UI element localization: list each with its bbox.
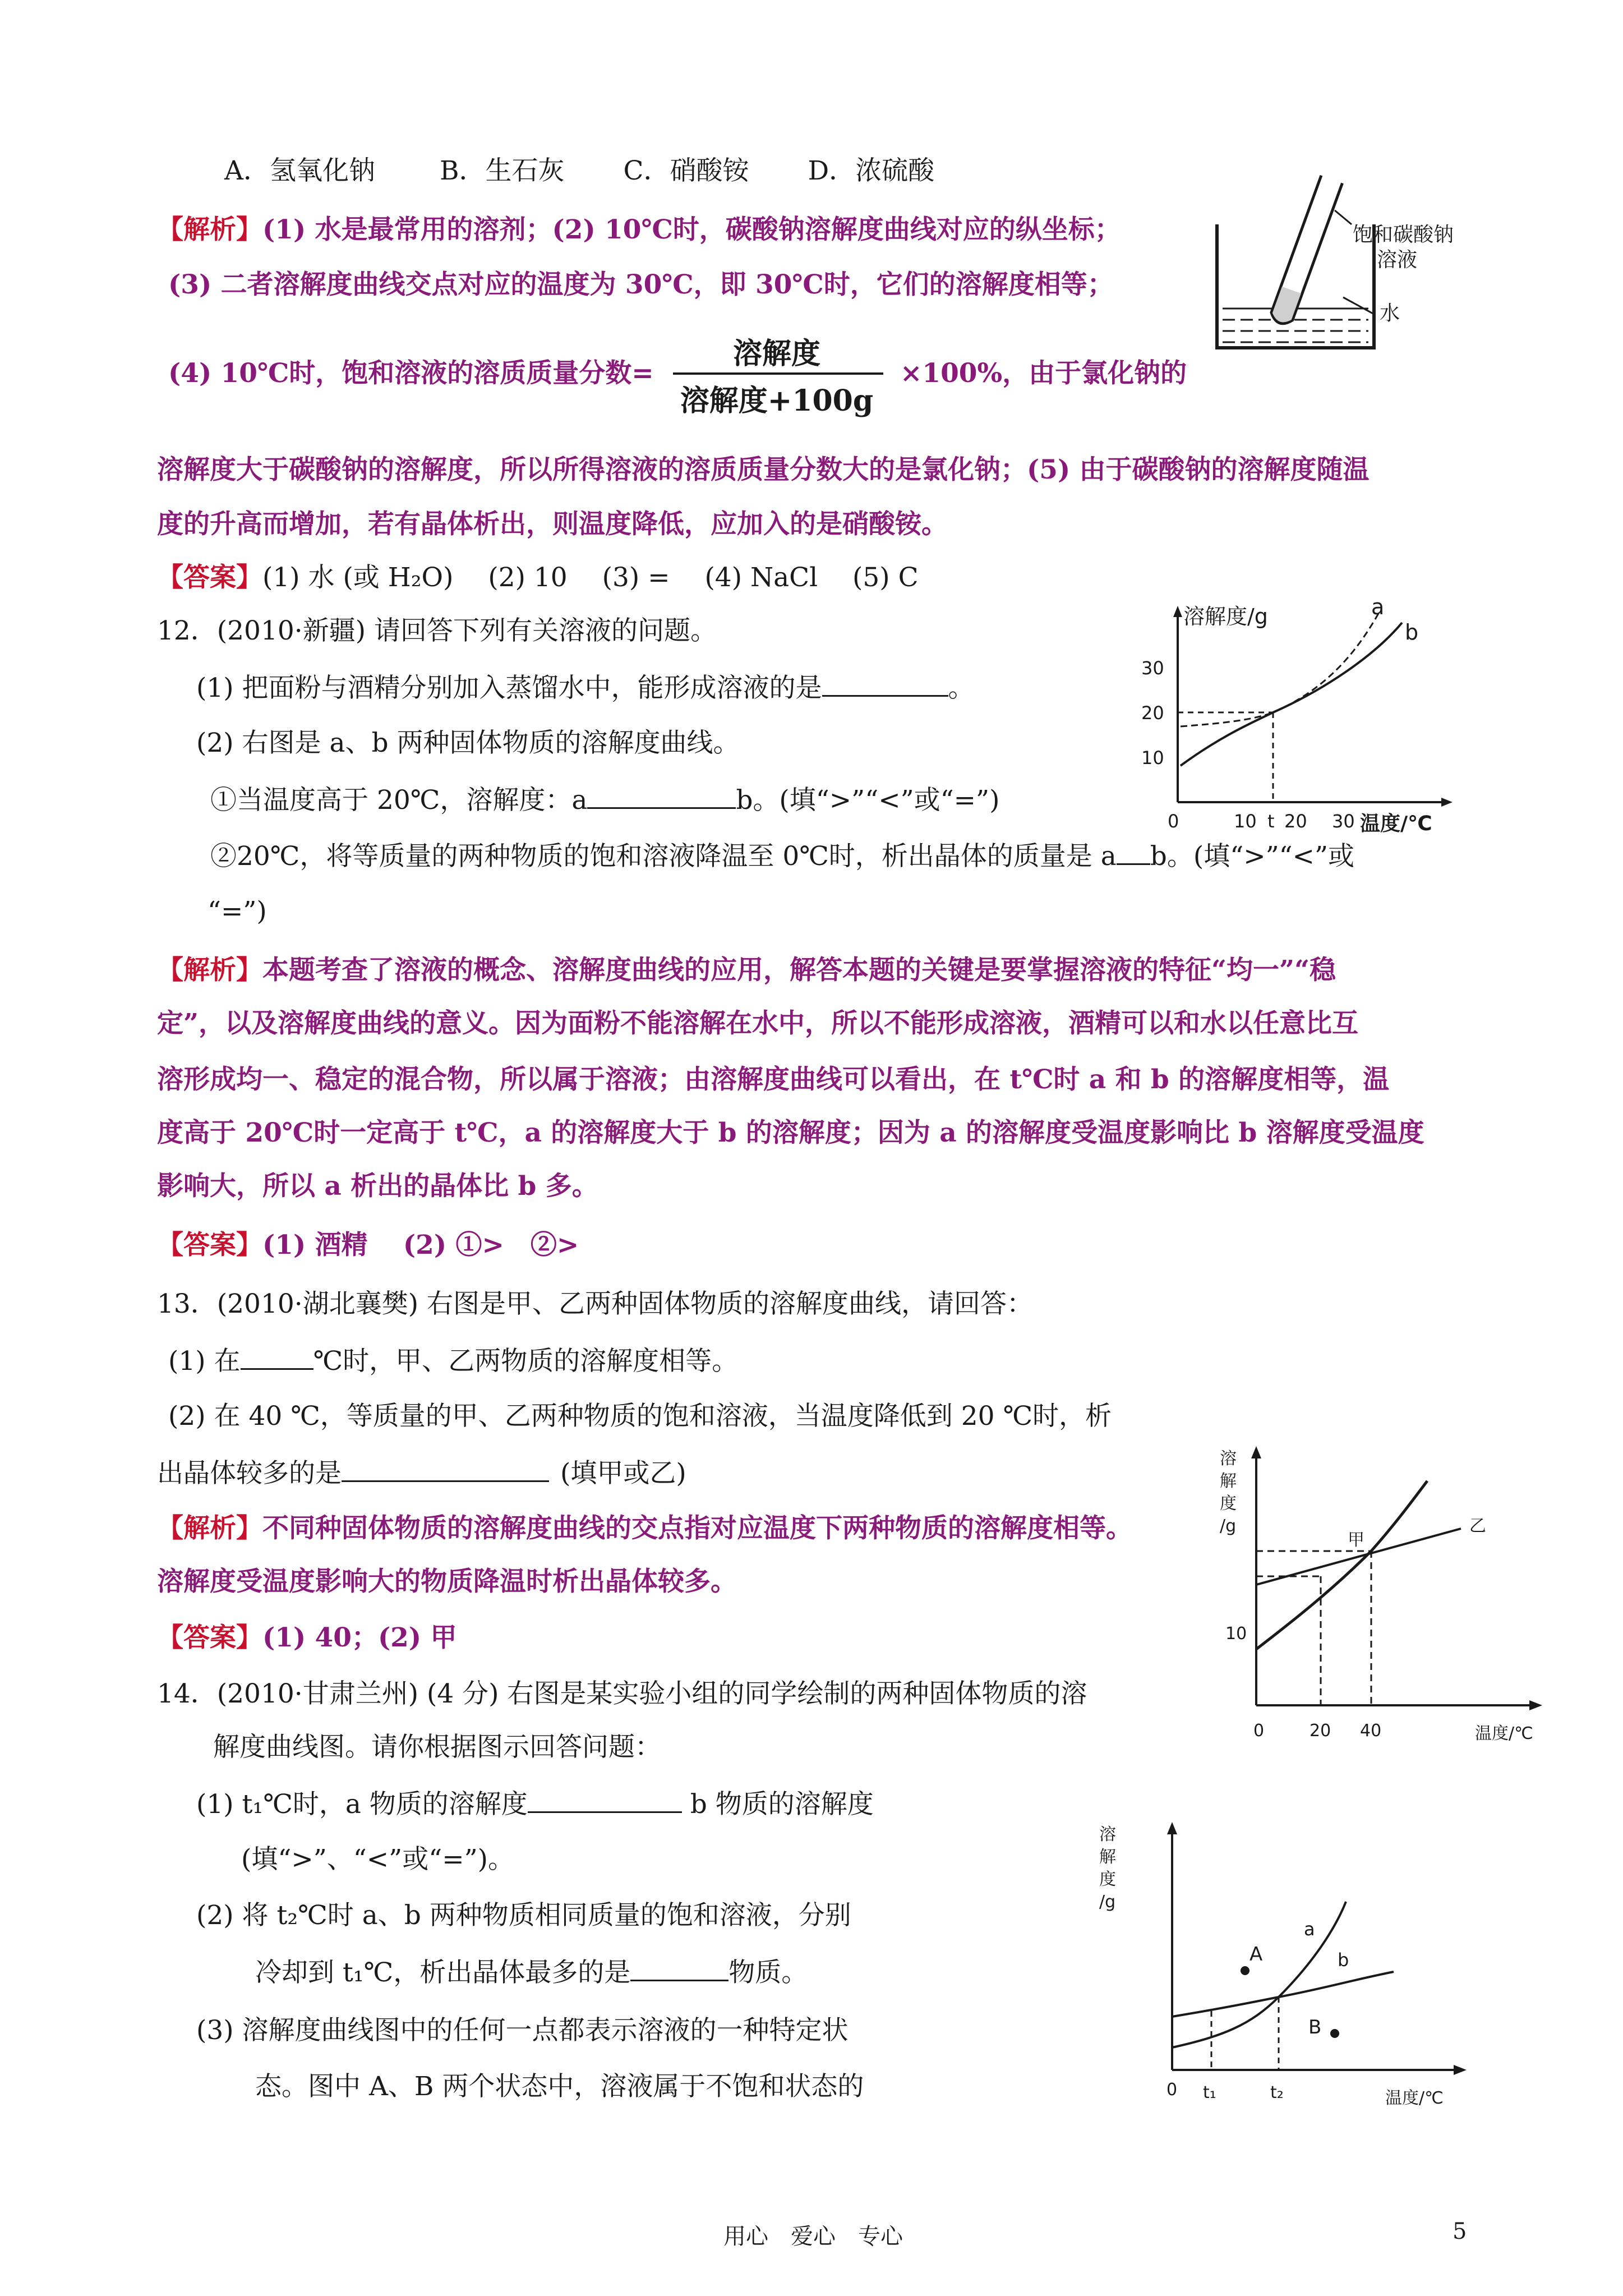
q12-ytick-10: 10 — [1141, 747, 1164, 769]
q13-x-label: 温度/℃ — [1475, 1724, 1533, 1743]
q14-point-b — [1330, 2029, 1339, 2038]
q12-xtick-10: 10 — [1234, 811, 1257, 832]
q11-analysis-line4: 溶解度大于碳酸钠的溶解度，所以所得溶液的溶质质量分数大的是氯化钠；(5) 由于碳酸钠的溶解度随温 — [157, 454, 1370, 485]
answer-blank[interactable] — [822, 670, 948, 697]
q13-part1: (1) 在 ℃时，甲、乙两物质的溶解度相等。 — [168, 1343, 738, 1378]
q13-curve-jia-label: 甲 — [1348, 1530, 1364, 1550]
label-water: 水 — [1380, 302, 1400, 325]
answer-blank[interactable] — [630, 1955, 728, 1981]
q12-answer: 【答案】(1) 酒精 (2) ①> ②> — [157, 1230, 579, 1260]
analysis-tag: 【解析】 — [157, 214, 262, 245]
q12-part1: (1) 把面粉与酒精分别加入蒸馏水中，能形成溶液的是 。 — [196, 670, 975, 705]
footer-center: 用心 爱心 专心 — [723, 2224, 903, 2249]
option-d: D．浓硫酸 — [808, 155, 935, 186]
q13-xtick-40: 40 — [1360, 1721, 1382, 1741]
q12-xtick-0: 0 — [1168, 811, 1179, 832]
q12-ytick-20: 20 — [1141, 702, 1164, 724]
q13-y-label-1: 溶 — [1220, 1449, 1237, 1469]
q14-y-label-3: 度 — [1099, 1870, 1116, 1889]
q11-analysis-line3: (4) 10℃时，饱和溶液的溶质质量分数= — [168, 358, 654, 389]
fraction-bar — [673, 372, 883, 375]
q12-title: 12．(2010·新疆) 请回答下列有关溶液的问题。 — [157, 615, 717, 646]
q13-xtick-20: 20 — [1310, 1721, 1331, 1741]
label-solution: 溶液 — [1377, 249, 1418, 272]
q14-part2: (2) 将 t₂℃时 a、b 两种物质相同质量的饱和溶液，分别 — [196, 1900, 851, 1931]
q12-curve-b-label: b — [1405, 620, 1419, 645]
q12-x-label: 温度/℃ — [1360, 812, 1432, 835]
q11-analysis-line3b: ×100%，由于氯化钠的 — [900, 358, 1187, 389]
q14-xtick-t2: t₂ — [1270, 2083, 1284, 2102]
beaker-figure — [1206, 180, 1509, 361]
q12-part5: “=”) — [208, 896, 267, 927]
option-b: B．生石灰 — [439, 155, 565, 186]
q11-analysis-line2: (3) 二者溶解度曲线交点对应的温度为 30℃，即 30℃时，它们的溶解度相等； — [168, 269, 1114, 300]
q12-part4: ②20℃，将等质量的两种物质的饱和溶液降温至 0℃时，析出晶体的质量是 a b。(填“>”“<”或 — [210, 839, 1354, 873]
q14-y-label-1: 溶 — [1099, 1825, 1116, 1844]
beaker-drawing — [1206, 180, 1509, 359]
q12-part2: (2) 右图是 a、b 两种固体物质的溶解度曲线。 — [196, 728, 740, 758]
q13-solubility-chart — [1220, 1442, 1556, 1758]
q11-answer: 【答案】(1) 水 (或 H₂O) (2) 10 (3) = (4) NaCl (5) C — [157, 562, 919, 593]
q12-xtick-30: 30 — [1332, 811, 1355, 832]
q14-point-a — [1241, 1966, 1249, 1975]
answer-blank[interactable] — [241, 1343, 313, 1370]
q14-solubility-chart — [1099, 1818, 1492, 2134]
q14-part1c: (填“>”、“<”或“=”)。 — [241, 1844, 514, 1875]
q14-xtick-0: 0 — [1166, 2080, 1178, 2100]
q14-part3: 冷却到 t₁℃，析出晶体最多的是 物质。 — [255, 1955, 808, 1990]
q13-part2: (2) 在 40 ℃，等质量的甲、乙两种物质的饱和溶液，当温度降低到 20 ℃时，析 — [168, 1401, 1112, 1432]
q12-analysis-2: 定”，以及溶解度曲线的意义。因为面粉不能溶解在水中，所以不能形成溶液，酒精可以和水以任意比互 — [157, 1008, 1359, 1039]
answer-tag: 【答案】 — [157, 562, 262, 593]
q12-chart-svg — [1138, 595, 1475, 836]
q13-y-label-4: /g — [1220, 1516, 1237, 1536]
q13-analysis-1: 【解析】不同种固体物质的溶解度曲线的交点指对应温度下两种物质的溶解度相等。 — [157, 1513, 1132, 1544]
q14-title2: 解度曲线图。请你根据图示回答问题： — [213, 1732, 661, 1763]
q13-curve-yi-label: 乙 — [1469, 1516, 1486, 1536]
q12-curve-a-label: a — [1371, 595, 1385, 619]
q11-analysis-line5: 度的升高而增加，若有晶体析出，则温度降低，应加入的是硝酸铵。 — [157, 509, 948, 540]
q13-answer: 【答案】(1) 40；(2) 甲 — [157, 1622, 457, 1653]
q12-xtick-t: t — [1267, 811, 1275, 832]
q13-xtick-0: 0 — [1253, 1721, 1265, 1741]
q11-options — [224, 154, 934, 188]
q14-xtick-t1: t₁ — [1203, 2083, 1216, 2102]
answer-blank[interactable] — [528, 1787, 682, 1813]
q13-part3: 出晶体较多的是 (填甲或乙) — [157, 1456, 686, 1490]
option-a: A．氢氧化钠 — [224, 155, 375, 186]
q14-part5: 态。图中 A、B 两个状态中，溶液属于不饱和状态的 — [255, 2071, 864, 2102]
q14-part1: (1) t₁℃时，a 物质的溶解度 b 物质的溶解度 — [196, 1787, 874, 1821]
answer-blank[interactable] — [587, 783, 736, 809]
page-number: 5 — [1453, 2219, 1467, 2244]
q13-chart-svg — [1220, 1442, 1556, 1756]
answer-blank[interactable] — [1117, 839, 1150, 865]
q14-part4: (3) 溶解度曲线图中的任何一点都表示溶液的一种特定状 — [196, 2015, 849, 2046]
q12-analysis-5: 影响大，所以 a 析出的晶体比 b 多。 — [157, 1171, 598, 1202]
option-c: C．硝酸铵 — [623, 155, 749, 186]
fraction-numerator: 溶解度 — [732, 337, 820, 371]
q12-analysis-1: 【解析】本题考查了溶液的概念、溶解度曲线的应用，解答本题的关键是要掌握溶液的特征“均一”“稳 — [157, 955, 1336, 986]
q12-y-label: 溶解度/g — [1183, 604, 1268, 629]
q14-title: 14．(2010·甘肃兰州) (4 分) 右图是某实验小组的同学绘制的两种固体物质的溶 — [157, 1678, 1087, 1709]
q12-analysis-4: 度高于 20℃时一定高于 t℃，a 的溶解度大于 b 的溶解度；因为 a 的溶解度受温度影响比 b 溶解度受温度 — [157, 1117, 1424, 1148]
q14-point-a-label: A — [1249, 1943, 1263, 1966]
q14-x-label: 温度/℃ — [1385, 2088, 1444, 2108]
q13-ytick-10: 10 — [1225, 1624, 1247, 1644]
q14-y-label-4: /g — [1099, 1892, 1116, 1912]
q12-analysis-3: 溶形成均一、稳定的混合物，所以属于溶液；由溶解度曲线可以看出，在 t℃时 a 和 b 的溶解度相等，温 — [157, 1064, 1390, 1095]
q13-title: 13．(2010·湖北襄樊) 右图是甲、乙两种固体物质的溶解度曲线，请回答： — [157, 1289, 1033, 1319]
q11-analysis-line1: 【解析】(1) 水是最常用的溶剂；(2) 10℃时，碳酸钠溶解度曲线对应的纵坐标； — [157, 214, 1121, 245]
q14-curve-a-label: a — [1304, 1918, 1315, 1940]
fraction-denominator: 溶解度+100g — [680, 384, 874, 418]
q12-xtick-20: 20 — [1284, 811, 1307, 832]
q14-chart-svg — [1099, 1818, 1492, 2132]
q12-ytick-30: 30 — [1141, 657, 1164, 679]
q12-part3: ①当温度高于 20℃，溶解度：a b。(填“>”“<”或“=”) — [210, 783, 999, 817]
q13-y-label-3: 度 — [1220, 1494, 1237, 1513]
q13-y-label-2: 解 — [1220, 1471, 1237, 1491]
q14-curve-b-label: b — [1338, 1949, 1349, 1971]
answer-blank[interactable] — [342, 1456, 549, 1482]
label-saturated: 饱和碳酸钠 — [1353, 223, 1454, 246]
q14-point-b-label: B — [1308, 2016, 1322, 2039]
q14-y-label-2: 解 — [1099, 1847, 1116, 1867]
q13-analysis-2: 溶解度受温度影响大的物质降温时析出晶体较多。 — [157, 1566, 737, 1597]
q12-solubility-chart — [1138, 595, 1475, 838]
